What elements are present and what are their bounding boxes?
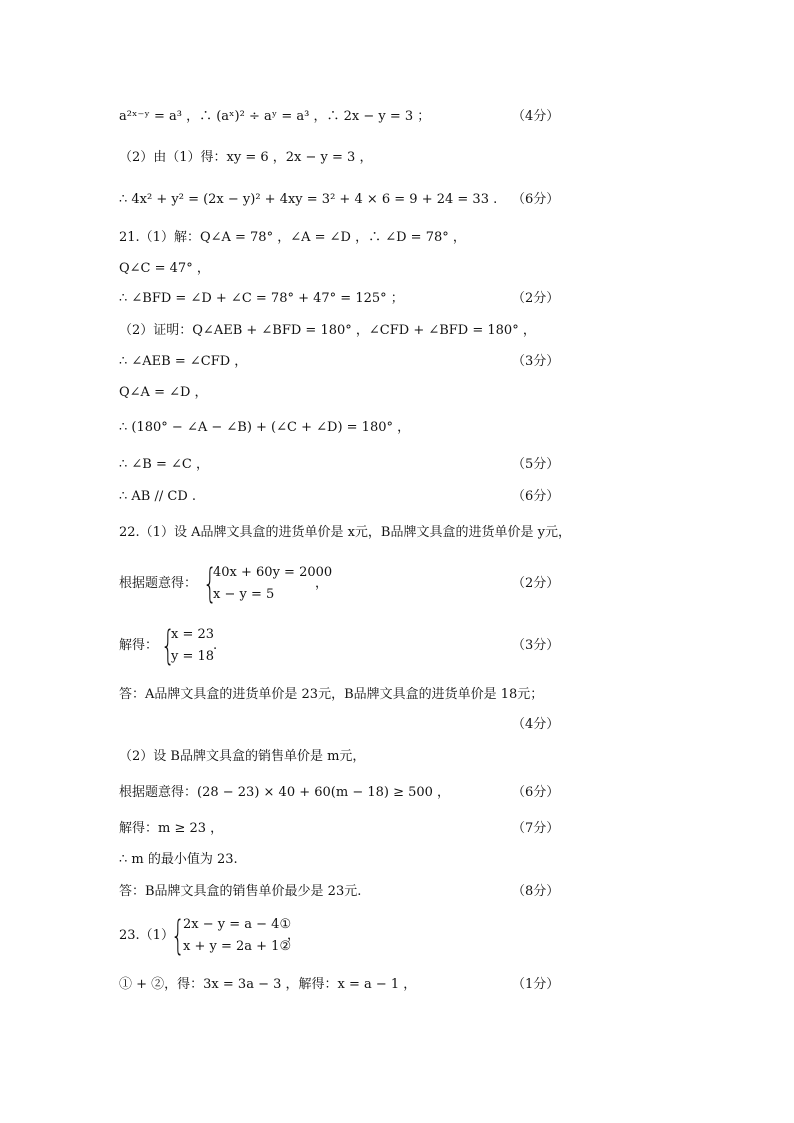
math-text: 解得：m ≥ 23 ， <box>119 821 224 836</box>
math-text: Q∠A = ∠D ， <box>119 385 208 400</box>
score-label: （7分） <box>512 821 560 836</box>
math-text: ① + ②，得：3x = 3a − 3 ，解得：x = a − 1 ， <box>119 977 417 992</box>
score-label: （2分） <box>512 576 560 591</box>
math-text: ∴ ∠BFD = ∠D + ∠C = 78° + 47° = 125° ； <box>119 291 404 306</box>
score-label: （6分） <box>512 489 560 504</box>
math-text: 22.（1）设 A品牌文具盒的进货单价是 x元，B品牌文具盒的进货单价是 y元， <box>119 525 571 540</box>
answer-line <box>119 684 679 706</box>
score-label: （4分） <box>512 109 560 124</box>
score-label: （5分） <box>512 457 560 472</box>
score-label: （6分） <box>512 785 560 800</box>
solution-line <box>119 147 679 169</box>
solution-line <box>119 974 679 996</box>
system-lead: 解得： <box>119 638 159 653</box>
answer-line <box>119 881 679 903</box>
system-lead: 23.（1） <box>119 928 174 943</box>
math-text: ∴ ∠AEB = ∠CFD ， <box>119 354 248 369</box>
solution-line <box>119 417 679 439</box>
brace-icon: { <box>203 561 217 607</box>
score-label: （3分） <box>512 354 560 369</box>
solution-line <box>119 486 679 508</box>
math-text: Q∠C = 47° ， <box>119 261 210 276</box>
system-tail: ， <box>287 928 301 943</box>
problem-22-heading <box>119 522 679 544</box>
math-text: 21.（1）解：Q∠A = 78° ，∠A = ∠D ，∴ ∠D = 78° ， <box>119 230 466 245</box>
score-label: （3分） <box>512 638 560 653</box>
math-text: a²ˣ⁻ʸ = a³ ，∴ (aˣ)² ÷ aʸ = a³ ，∴ 2x − y = 3 ； <box>119 109 431 124</box>
equation-row: x + y = 2a + 1② <box>183 939 292 954</box>
score-label: （2分） <box>512 291 560 306</box>
math-text: ∴ 4x² + y² = (2x − y)² + 4xy = 3² + 4 × 6 = 9 + 24 = 33 . <box>119 192 498 207</box>
math-text: 答：B品牌文具盒的销售单价最少是 23元. <box>119 884 362 899</box>
solution-line <box>119 258 679 280</box>
brace-icon: { <box>161 623 175 669</box>
score-label: （1分） <box>512 977 560 992</box>
solution-line <box>119 849 679 871</box>
solution-line <box>119 106 679 128</box>
solution-line <box>119 818 679 840</box>
math-text: （2）设 B品牌文具盒的销售单价是 m元， <box>119 749 366 764</box>
system-tail: ， <box>315 576 329 591</box>
solution-line <box>119 189 679 211</box>
math-text: （2）证明：Q∠AEB + ∠BFD = 180° ，∠CFD + ∠BFD = 180° ， <box>119 323 536 338</box>
solution-line <box>119 351 679 373</box>
math-text: ∴ AB // CD . <box>119 489 197 504</box>
brace-icon: { <box>171 913 185 959</box>
math-text: ∴ ∠B = ∠C ， <box>119 457 209 472</box>
system-lead: 根据题意得： <box>119 576 198 591</box>
score-label: （8分） <box>512 884 560 899</box>
math-text: ∴ m 的最小值为 23. <box>119 852 238 867</box>
system-tail: . <box>213 638 218 653</box>
equation-row: x − y = 5 <box>213 587 275 602</box>
score-label: （4分） <box>512 717 560 732</box>
solution-line <box>119 714 679 736</box>
problem-21-heading <box>119 227 679 249</box>
solution-line <box>119 782 679 804</box>
math-text: （2）由（1）得：xy = 6 ，2x − y = 3 ， <box>119 150 373 165</box>
equation-system <box>119 624 679 668</box>
solution-line <box>119 320 679 342</box>
equation-row: 2x − y = a − 4① <box>183 917 292 932</box>
math-text: ∴ (180° − ∠A − ∠B) + (∠C + ∠D) = 180° ， <box>119 420 411 435</box>
solution-line <box>119 746 679 768</box>
solution-line <box>119 382 679 404</box>
solution-line <box>119 288 679 310</box>
equation-row: 40x + 60y = 2000 <box>213 565 333 580</box>
math-text: 根据题意得：(28 − 23) × 40 + 60(m − 18) ≥ 500 ， <box>119 785 451 800</box>
equation-system <box>119 562 679 606</box>
problem-23-heading <box>119 914 679 958</box>
math-text: 答：A品牌文具盒的进货单价是 23元，B品牌文具盒的进货单价是 18元； <box>119 687 544 702</box>
equation-row: y = 18 <box>171 649 215 664</box>
equation-row: x = 23 <box>171 627 215 642</box>
score-label: （6分） <box>512 192 560 207</box>
solution-line <box>119 454 679 476</box>
